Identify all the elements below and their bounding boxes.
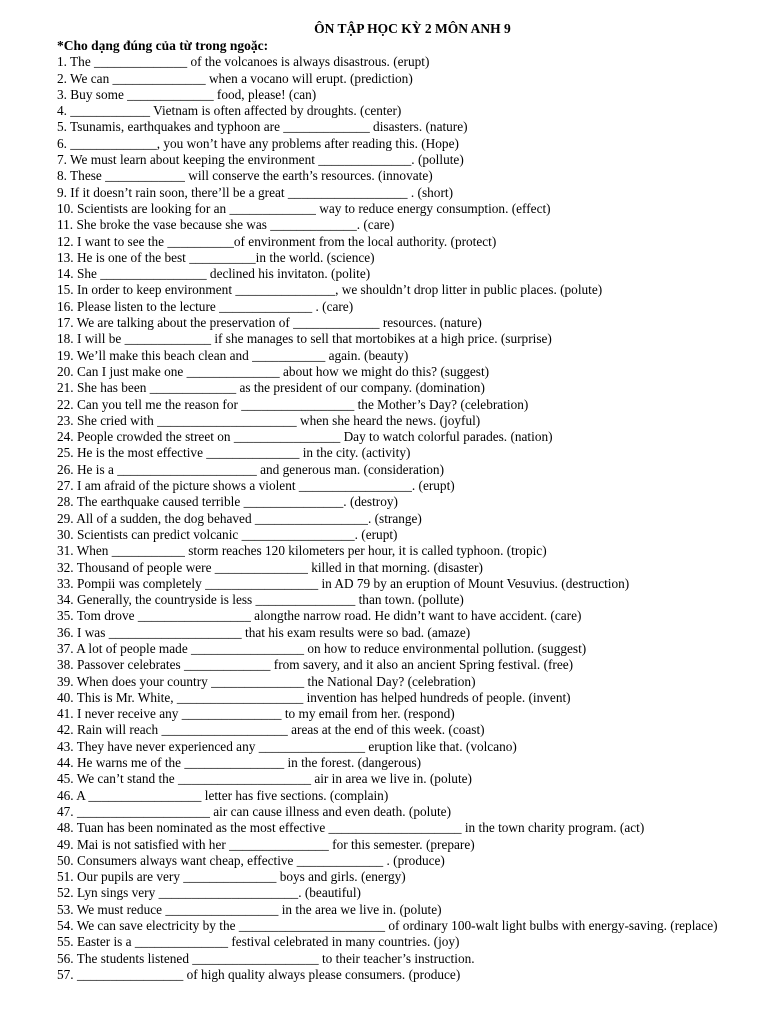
exercise-item: 7. We must learn about keeping the environment ______________. (pollute): [57, 152, 464, 168]
exercise-item: 38. Passover celebrates _____________ from savery, and it also an ancient Spring festival. (free): [57, 657, 574, 673]
exercise-item: 1. The ______________ of the volcanoes is always disastrous. (erupt): [57, 54, 430, 70]
exercise-item: 57. ________________ of high quality always please consumers. (produce): [57, 966, 461, 982]
exercise-item: 29. All of a sudden, the dog behaved _________________. (strange): [57, 510, 422, 526]
exercise-item: 16. Please listen to the lecture ______________ . (care): [57, 298, 354, 314]
exercise-item: 5. Tsunamis, earthquakes and typhoon are _____________ disasters. (nature): [57, 119, 468, 135]
exercise-item: 27. I am afraid of the picture shows a violent _________________. (erupt): [57, 478, 455, 494]
exercise-item: 4. ____________ Vietnam is often affected by droughts. (center): [57, 103, 402, 119]
exercise-item: 52. Lyn sings very _____________________. (beautiful): [57, 885, 361, 901]
exercise-item: 37. A lot of people made _________________ on how to reduce environmental pollution. (suggest): [57, 640, 587, 656]
exercise-item: 13. He is one of the best __________in the world. (science): [57, 249, 375, 265]
exercise-item: 9. If it doesn’t rain soon, there’ll be a great __________________ . (short): [57, 184, 453, 200]
exercise-item: 25. He is the most effective ______________ in the city. (activity): [57, 445, 411, 461]
exercise-item: 34. Generally, the countryside is less _______________ than town. (pollute): [57, 592, 464, 608]
exercise-item: 15. In order to keep environment _______________, we shouldn’t drop litter in public places. (polute): [57, 282, 603, 298]
exercise-item: 31. When ___________ storm reaches 120 kilometers per hour, it is called typhoon. (tropic): [57, 543, 547, 559]
exercise-item: 24. People crowded the street on ________________ Day to watch colorful parades. (nation): [57, 429, 553, 445]
exercise-item: 21. She has been _____________ as the president of our company. (domination): [57, 380, 485, 396]
exercise-item: 55. Easter is a ______________ festival celebrated in many countries. (joy): [57, 934, 460, 950]
exercise-item: 45. We can’t stand the ____________________ air in area we live in. (polute): [57, 771, 472, 787]
exercise-item: 26. He is a _____________________ and generous man. (consideration): [57, 461, 445, 477]
exercise-item: 8. These ____________ will conserve the earth’s resources. (innovate): [57, 168, 433, 184]
exercise-item: 23. She cried with _____________________ when she heard the news. (joyful): [57, 412, 481, 428]
exercise-item: 54. We can save electricity by the ______________________ of ordinary 100-walt light bulbs with energy-saving. (replace): [57, 918, 718, 934]
exercise-item: 20. Can I just make one ______________ about how we might do this? (suggest): [57, 363, 490, 379]
exercise-list: [57, 54, 728, 983]
exercise-item: 49. Mai is not satisfied with her _______________ for this semester. (prepare): [57, 836, 475, 852]
exercise-item: 14. She ________________ declined his invitaton. (polite): [57, 266, 371, 282]
exercise-item: 3. Buy some _____________ food, please! (can): [57, 86, 317, 102]
exercise-item: 42. Rain will reach ___________________ areas at the end of this week. (coast): [57, 722, 485, 738]
exercise-item: 46. A _________________ letter has five sections. (complain): [57, 787, 389, 803]
exercise-item: 6. _____________, you won’t have any problems after reading this. (Hope): [57, 135, 459, 151]
exercise-item: 39. When does your country ______________ the National Day? (celebration): [57, 673, 476, 689]
instruction-heading: *Cho dạng đúng của từ trong ngoặc:: [57, 38, 269, 53]
exercise-item: 41. I never receive any _______________ to my email from her. (respond): [57, 706, 455, 722]
exercise-item: 48. Tuan has been nominated as the most effective ____________________ in the town charity program. (act): [57, 820, 645, 836]
exercise-item: 51. Our pupils are very ______________ boys and girls. (energy): [57, 869, 406, 885]
exercise-item: 10. Scientists are looking for an _____________ way to reduce energy consumption. (effect): [57, 200, 551, 216]
exercise-item: 56. The students listened ___________________ to their teacher’s instruction.: [57, 950, 475, 966]
exercise-item: 40. This is Mr. White, ___________________ invention has helped hundreds of people. (invent): [57, 689, 571, 705]
exercise-item: 53. We must reduce _________________ in the area we live in. (polute): [57, 901, 442, 917]
exercise-item: 50. Consumers always want cheap, effective _____________ . (produce): [57, 852, 445, 868]
exercise-item: 11. She broke the vase because she was _____________. (care): [57, 217, 395, 233]
exercise-item: 33. Pompii was completely _________________ in AD 79 by an eruption of Mount Vesuvius. (destruction): [57, 575, 630, 591]
exercise-item: 32. Thousand of people were ______________ killed in that morning. (disaster): [57, 559, 483, 575]
exercise-item: 36. I was ____________________ that his exam results were so bad. (amaze): [57, 624, 471, 640]
exercise-item: 30. Scientists can predict volcanic _________________. (erupt): [57, 526, 398, 542]
exercise-item: 43. They have never experienced any ________________ eruption like that. (volcano): [57, 738, 517, 754]
exercise-item: 28. The earthquake caused terrible _______________. (destroy): [57, 494, 398, 510]
exercise-item: 22. Can you tell me the reason for _________________ the Mother’s Day? (celebration): [57, 396, 529, 412]
exercise-item: 47. ____________________ air can cause illness and even death. (polute): [57, 803, 452, 819]
exercise-item: 2. We can ______________ when a vocano will erupt. (prediction): [57, 70, 413, 86]
exercise-item: 18. I will be _____________ if she manages to sell that mortobikes at a high price. (surprise): [57, 331, 552, 347]
exercise-item: 19. We’ll make this beach clean and ___________ again. (beauty): [57, 347, 409, 363]
page-title: ÔN TẬP HỌC KỲ 2 MÔN ANH 9: [314, 21, 511, 36]
exercise-item: 17. We are talking about the preservation of _____________ resources. (nature): [57, 315, 482, 331]
exercise-item: 35. Tom drove _________________ alongthe narrow road. He didn’t want to have accident. (care): [57, 608, 582, 624]
exercise-item: 44. He warns me of the _______________ in the forest. (dangerous): [57, 755, 422, 771]
exercise-item: 12. I want to see the __________of environment from the local authority. (protect): [57, 233, 497, 249]
